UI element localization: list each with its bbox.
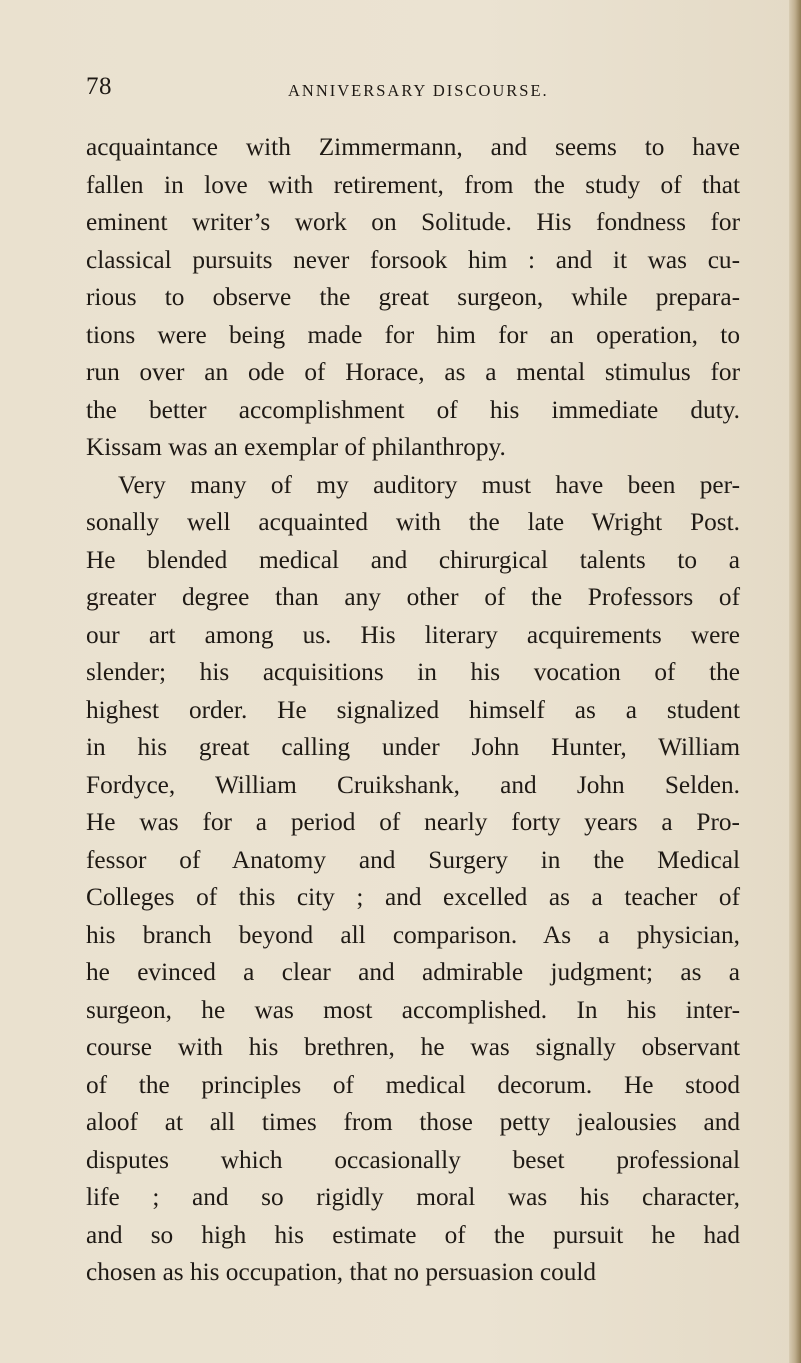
text-line: Kissam was an exemplar of philanthropy. — [86, 433, 506, 461]
text-line: fessor of Anatomy and Surgery in the Medical — [86, 845, 740, 874]
text-line: surgeon, he was most accomplished. In his inter- — [86, 995, 740, 1024]
text-line: Very many of my auditory must have been per- — [118, 470, 740, 499]
body-text — [86, 129, 740, 1292]
page-edge — [789, 0, 801, 1363]
text-line: his branch beyond all comparison. As a physician, — [86, 920, 740, 949]
text-line: He was for a period of nearly forty years a Pro- — [86, 808, 740, 836]
text-line: acquaintance with Zimmermann, and seems to have — [86, 133, 740, 161]
text-line: course with his brethren, he was signally observant — [86, 1033, 740, 1061]
text-line: he evinced a clear and admirable judgment; as a — [86, 958, 740, 986]
text-line: He blended medical and chirurgical talents to a — [86, 545, 740, 574]
text-line: highest order. He signalized himself as a student — [86, 695, 740, 724]
text-line: sonally well acquainted with the late Wright Post. — [86, 508, 740, 536]
running-head: ANNIVERSARY DISCOURSE. — [288, 81, 549, 100]
text-line: of the principles of medical decorum. He stood — [86, 1070, 740, 1099]
text-line: rious to observe the great surgeon, while prepara- — [86, 283, 740, 311]
text-line: Fordyce, William Cruikshank, and John Selden. — [86, 770, 740, 799]
text-line: tions were being made for him for an operation, to — [86, 320, 740, 349]
text-line: disputes which occasionally beset professional — [86, 1145, 740, 1174]
text-line: chosen as his occupation, that no persuasion could — [86, 1258, 597, 1286]
text-line: classical pursuits never forsook him : and it was cu- — [86, 245, 740, 274]
text-line: eminent writer’s work on Solitude. His fondness for — [86, 208, 740, 236]
text-line: in his great calling under John Hunter, William — [86, 733, 740, 761]
text-line: Colleges of this city ; and excelled as a teacher of — [86, 883, 740, 911]
page-number: 78 — [86, 73, 112, 100]
text-line: slender; his acquisitions in his vocation of the — [86, 658, 740, 686]
text-line: the better accomplishment of his immediate duty. — [86, 395, 740, 424]
text-line: greater degree than any other of the Professors of — [86, 583, 740, 611]
text-line: and so high his estimate of the pursuit he had — [86, 1220, 740, 1249]
text-line: fallen in love with retirement, from the study of that — [86, 170, 740, 199]
text-line: our art among us. His literary acquirements were — [86, 620, 740, 649]
text-line: life ; and so rigidly moral was his character, — [86, 1183, 740, 1211]
text-line: aloof at all times from those petty jealousies and — [86, 1108, 740, 1136]
text-line: run over an ode of Horace, as a mental stimulus for — [86, 358, 740, 386]
